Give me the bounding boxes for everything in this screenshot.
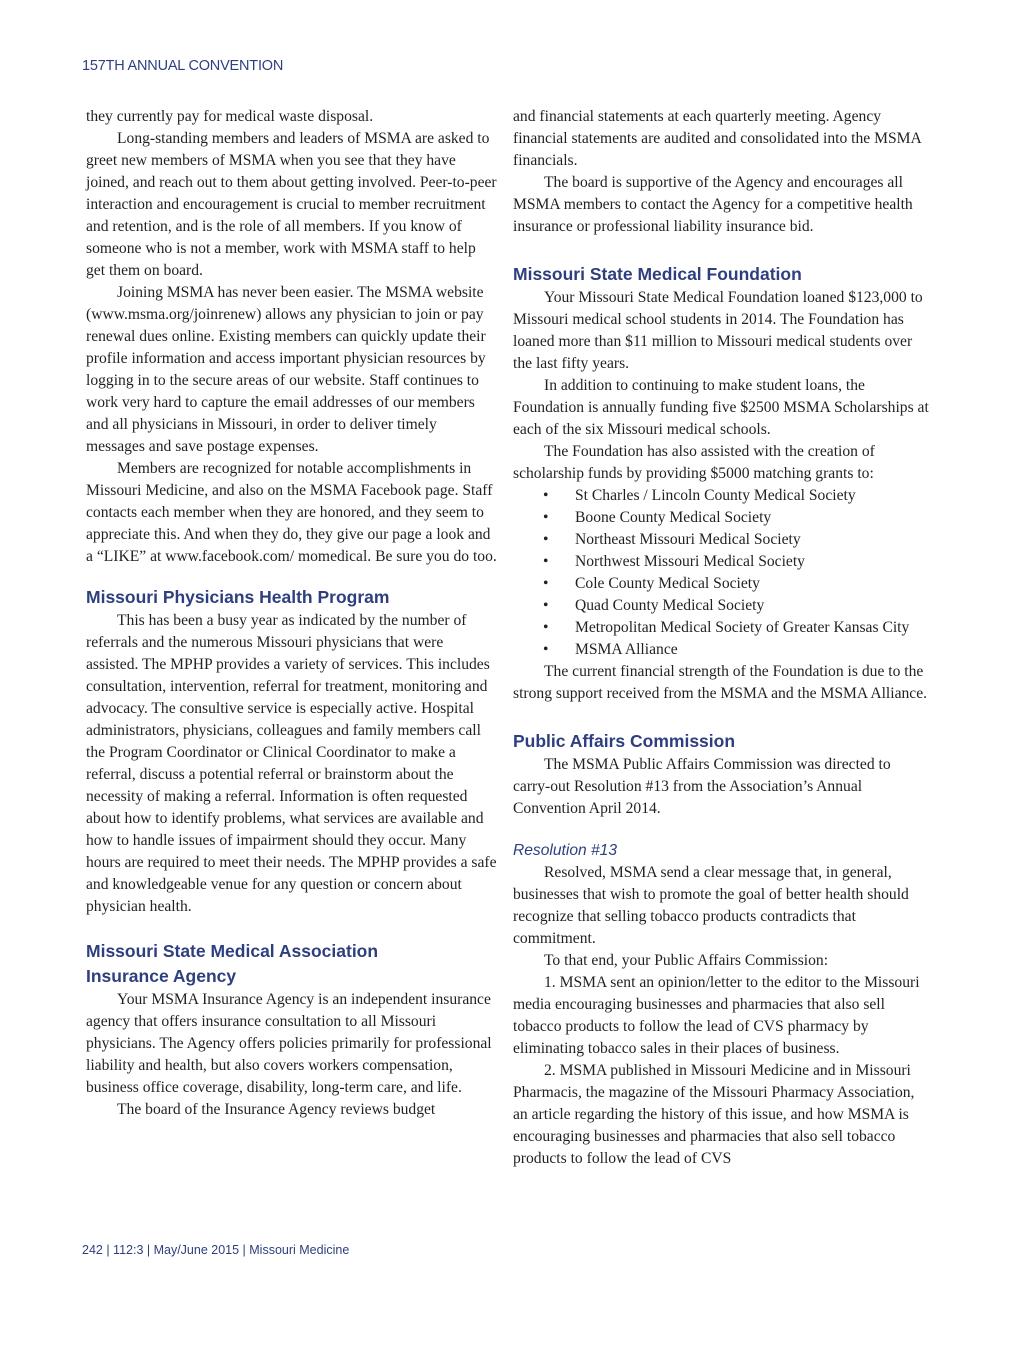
- running-head: 157TH ANNUAL CONVENTION: [82, 58, 284, 74]
- bullet-icon: •: [543, 531, 549, 548]
- subheading-resolution: Resolution #13: [513, 842, 618, 859]
- body-paragraph: Long-standing members and leaders of MSMA are asked to greet new members of MSMA when you see that they have joined, and reach out to them about getting involved. Peer-to-peer interaction and encouragement is crucial to member recruitment and retention, and is the role of all members. If you know of someone who is not a member, work with MSMA staff to help get them on board.: [86, 130, 497, 279]
- section-heading-mphp: Missouri Physicians Health Program: [86, 587, 390, 607]
- list-item: [513, 551, 929, 573]
- section-heading-public-affairs: Public Affairs Commission: [513, 731, 736, 751]
- body-paragraph: Members are recognized for notable accomplishments in Missouri Medicine, and also on the MSMA Facebook page. Staff contacts each member when they are honored, and they seem to appreciate this. And when they do, they give our page a look and a “LIKE” at www.facebook.com/ momedical. Be sure you do too.: [86, 460, 497, 565]
- page-footer: 242 | 112:3 | May/June 2015 | Missouri Medicine: [82, 1243, 350, 1257]
- list-item-text: Northwest Missouri Medical Society: [575, 553, 805, 570]
- bullet-icon: •: [543, 575, 549, 592]
- list-item: [513, 507, 929, 529]
- list-item: [513, 485, 929, 507]
- body-paragraph: 2. MSMA published in Missouri Medicine and in Missouri Pharmacis, the magazine of the Missouri Pharmacy Association, an article regarding the history of this issue, and how MSMA is encouraging businesses and pharmacies that also sell tobacco products to follow the lead of CVS: [513, 1062, 915, 1167]
- list-item-text: Boone County Medical Society: [575, 509, 772, 526]
- body-paragraph: Your MSMA Insurance Agency is an independent insurance agency that offers insurance consultation to all Missouri physicians. The Agency offers policies primarily for professional liability and health, but also covers workers compensation, business office coverage, disability, long-term care, and life.: [86, 991, 492, 1096]
- right-column: [513, 106, 929, 1170]
- body-paragraph: Joining MSMA has never been easier. The MSMA website (www.msma.org/joinrenew) allows any physician to join or pay renewal dues online. Existing members can quickly update their profile information and access important physician resources by logging in to the secure areas of our website. Staff continues to work very hard to capture the email addresses of our members and all physicians in Missouri, in order to deliver timely messages and save postage expenses.: [86, 284, 486, 455]
- section-heading-insurance-agency: [86, 939, 498, 989]
- body-paragraph: The board of the Insurance Agency reviews budget: [117, 1101, 436, 1118]
- grant-recipient-list: [513, 485, 929, 661]
- list-item-text: MSMA Alliance: [575, 641, 678, 658]
- list-item: [513, 573, 929, 595]
- body-paragraph: To that end, your Public Affairs Commission:: [544, 952, 829, 969]
- section-heading-foundation: Missouri State Medical Foundation: [513, 264, 802, 284]
- list-item: [513, 617, 929, 639]
- list-item: [513, 595, 929, 617]
- body-paragraph: The Foundation has also assisted with the creation of scholarship funds by providing $5000 matching grants to:: [513, 443, 875, 482]
- list-item-text: Cole County Medical Society: [575, 575, 760, 592]
- body-paragraph: 1. MSMA sent an opinion/letter to the editor to the Missouri media encouraging businesses and pharmacies that also sell tobacco products to follow the lead of CVS pharmacy by eliminating tobacco sales in their places of business.: [513, 974, 920, 1057]
- bullet-icon: •: [543, 509, 549, 526]
- body-paragraph: The MSMA Public Affairs Commission was directed to carry-out Resolution #13 from the Association’s Annual Convention April 2014.: [513, 756, 891, 817]
- left-column: [86, 106, 498, 1121]
- heading-line: Missouri State Medical Association: [86, 941, 379, 961]
- list-item: [513, 639, 929, 661]
- list-item: [513, 529, 929, 551]
- body-paragraph: This has been a busy year as indicated by the number of referrals and the numerous Missouri physicians that were assisted. The MPHP provides a variety of services. This includes consultation, intervention, referral for treatment, monitoring and advocacy. The consultive service is especially active. Hospital administrators, physicians, colleagues and family members call the Program Coordinator or Clinical Coordinator to make a referral, discuss a potential referral or brainstorm about the necessity of making a referral. Information is often requested about how to identify problems, what services are available and how to handle issues of impairment should they occur. Many hours are required to meet their needs. The MPHP provides a safe and knowledgeable venue for any question or concern about physician health.: [86, 612, 497, 915]
- bullet-icon: •: [543, 641, 549, 658]
- bullet-icon: •: [543, 597, 549, 614]
- body-paragraph: Your Missouri State Medical Foundation loaned $123,000 to Missouri medical school students in 2014. The Foundation has loaned more than $11 million to Missouri medical students over the last fifty years.: [513, 289, 923, 372]
- bullet-icon: •: [543, 487, 549, 504]
- body-paragraph: The board is supportive of the Agency and encourages all MSMA members to contact the Agency for a competitive health insurance or professional liability insurance bid.: [513, 174, 913, 235]
- body-paragraph: The current financial strength of the Foundation is due to the strong support received from the MSMA and the MSMA Alliance.: [513, 663, 928, 702]
- list-item-text: St Charles / Lincoln County Medical Society: [575, 487, 856, 504]
- list-item-text: Quad County Medical Society: [575, 597, 765, 614]
- bullet-icon: •: [543, 553, 549, 570]
- body-paragraph: In addition to continuing to make student loans, the Foundation is annually funding five $2500 MSMA Scholarships at each of the six Missouri medical schools.: [513, 377, 929, 438]
- heading-line: Insurance Agency: [86, 966, 237, 986]
- body-paragraph: Resolved, MSMA send a clear message that, in general, businesses that wish to promote the goal of better health should recognize that selling tobacco products contradicts that commitment.: [513, 864, 909, 947]
- bullet-icon: •: [543, 619, 549, 636]
- list-item-text: Northeast Missouri Medical Society: [575, 531, 801, 548]
- body-paragraph: and financial statements at each quarterly meeting. Agency financial statements are audited and consolidated into the MSMA financials.: [513, 108, 921, 169]
- list-item-text: Metropolitan Medical Society of Greater Kansas City: [575, 619, 910, 636]
- body-paragraph: they currently pay for medical waste disposal.: [86, 108, 374, 125]
